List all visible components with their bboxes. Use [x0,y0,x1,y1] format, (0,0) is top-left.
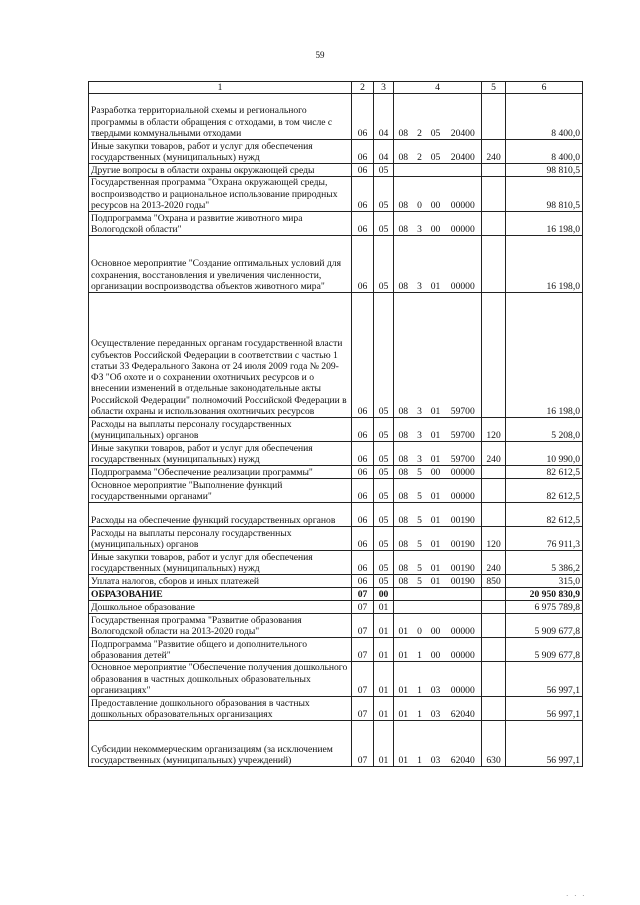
row-amount: 56 997,1 [506,697,583,721]
row-section-code: 06 [352,236,374,293]
row-description: Разработка территориальной схемы и регионального программы в области обращения с отходами, в том числе с твердыми коммунальными отходами [89,94,352,140]
row-subprogram-code [413,164,427,177]
row-event-code [427,588,445,601]
row-expense-type [482,503,506,527]
row-subsection-code: 05 [374,551,394,575]
row-description: Расходы на выплаты персоналу государственных (муниципальных) органов [89,418,352,442]
row-subprogram-code: 1 [413,662,427,697]
row-direction-code: 00190 [445,527,482,551]
header-col-3: 3 [374,82,394,94]
row-description: ОБРАЗОВАНИЕ [89,588,352,601]
row-section-code: 07 [352,601,374,614]
row-direction-code: 00190 [445,551,482,575]
row-description: Основное мероприятие "Выполнение функций государственными органами" [89,479,352,503]
row-amount: 82 612,5 [506,466,583,479]
row-description: Расходы на обеспечение функций государственных органов [89,503,352,527]
row-description: Подпрограмма "Охрана и развитие животного мира Вологодской области" [89,212,352,236]
table-row [89,527,583,551]
row-description: Расходы на выплаты персоналу государственных (муниципальных) органов [89,527,352,551]
row-amount: 5 386,2 [506,551,583,575]
row-description: Иные закупки товаров, работ и услуг для обеспечения государственных (муниципальных) нужд [89,551,352,575]
row-expense-type: 630 [482,721,506,767]
row-subprogram-code: 1 [413,638,427,662]
row-subprogram-code: 5 [413,466,427,479]
row-program-code: 01 [394,697,413,721]
row-event-code: 01 [427,293,445,418]
row-expense-type [482,601,506,614]
row-program-code: 08 [394,479,413,503]
table-row [89,164,583,177]
row-program-code: 08 [394,503,413,527]
row-subsection-code: 05 [374,466,394,479]
row-section-code: 06 [352,212,374,236]
row-description: Иные закупки товаров, работ и услуг для обеспечения государственных (муниципальных) нужд [89,140,352,164]
row-section-code: 07 [352,697,374,721]
bottom-page-mark: · · · [566,892,587,900]
row-program-code: 01 [394,614,413,638]
row-subsection-code: 05 [374,212,394,236]
row-subprogram-code [413,588,427,601]
header-col-4: 4 [394,82,482,94]
row-direction-code: 59700 [445,293,482,418]
row-event-code: 03 [427,697,445,721]
row-expense-type [482,697,506,721]
row-subsection-code: 05 [374,236,394,293]
table-row [89,551,583,575]
row-subsection-code: 00 [374,588,394,601]
row-event-code: 01 [427,418,445,442]
table-row [89,721,583,767]
row-expense-type: 240 [482,442,506,466]
table-row [89,697,583,721]
row-event-code: 05 [427,140,445,164]
row-description: Субсидии некоммерческим организациям (за исключением государственных (муниципальных) учреждений) [89,721,352,767]
row-section-code: 06 [352,466,374,479]
row-direction-code [445,588,482,601]
row-program-code: 08 [394,575,413,588]
row-direction-code: 00190 [445,575,482,588]
row-subprogram-code: 3 [413,442,427,466]
header-col-5: 5 [482,82,506,94]
row-subsection-code: 05 [374,575,394,588]
row-program-code: 08 [394,212,413,236]
table-row [89,479,583,503]
row-subprogram-code: 2 [413,94,427,140]
row-amount: 5 909 677,8 [506,614,583,638]
row-program-code: 01 [394,638,413,662]
table-row [89,140,583,164]
row-subprogram-code: 2 [413,140,427,164]
row-expense-type [482,212,506,236]
row-direction-code: 20400 [445,140,482,164]
row-event-code: 01 [427,503,445,527]
row-event-code: 00 [427,212,445,236]
row-subsection-code: 04 [374,140,394,164]
row-subprogram-code: 3 [413,293,427,418]
row-event-code: 01 [427,479,445,503]
row-subsection-code: 01 [374,721,394,767]
row-amount: 5 208,0 [506,418,583,442]
row-event-code: 00 [427,638,445,662]
row-event-code: 05 [427,94,445,140]
row-direction-code: 62040 [445,697,482,721]
row-description: Подпрограмма "Обеспечение реализации программы" [89,466,352,479]
row-program-code: 08 [394,140,413,164]
row-subprogram-code [413,601,427,614]
header-row [89,82,583,94]
row-event-code [427,164,445,177]
row-description: Государственная программа "Охрана окружающей среды, воспроизводство и рациональное использование природных ресурсов на 2013-2020 годы" [89,177,352,212]
row-amount: 56 997,1 [506,721,583,767]
row-event-code: 00 [427,466,445,479]
row-description: Государственная программа "Развитие образования Вологодской области на 2013-2020 годы" [89,614,352,638]
row-section-code: 06 [352,293,374,418]
row-subprogram-code: 5 [413,527,427,551]
row-program-code [394,164,413,177]
row-program-code [394,601,413,614]
row-expense-type [482,177,506,212]
row-section-code: 06 [352,94,374,140]
row-amount: 5 909 677,8 [506,638,583,662]
row-amount: 315,0 [506,575,583,588]
row-direction-code: 00000 [445,177,482,212]
row-expense-type [482,94,506,140]
row-amount: 8 400,0 [506,140,583,164]
row-section-code: 07 [352,614,374,638]
row-direction-code [445,601,482,614]
table-row [89,212,583,236]
row-expense-type [482,662,506,697]
row-expense-type [482,466,506,479]
row-subsection-code: 01 [374,614,394,638]
row-program-code: 08 [394,236,413,293]
row-amount: 98 810,5 [506,164,583,177]
row-amount: 82 612,5 [506,479,583,503]
row-direction-code: 00190 [445,503,482,527]
row-subsection-code: 05 [374,527,394,551]
row-program-code: 08 [394,466,413,479]
row-direction-code: 62040 [445,721,482,767]
row-subsection-code: 01 [374,697,394,721]
row-amount: 76 911,3 [506,527,583,551]
row-subsection-code: 04 [374,94,394,140]
row-subsection-code: 01 [374,601,394,614]
page-number: 59 [315,50,325,60]
row-event-code: 01 [427,575,445,588]
row-event-code: 01 [427,551,445,575]
row-expense-type: 240 [482,551,506,575]
row-event-code: 03 [427,721,445,767]
row-amount: 82 612,5 [506,503,583,527]
row-direction-code: 20400 [445,94,482,140]
row-subprogram-code: 5 [413,575,427,588]
row-subprogram-code: 0 [413,177,427,212]
row-description: Основное мероприятие "Обеспечение получения дошкольного образования в частных дошкольных образовательных организациях" [89,662,352,697]
row-description: Основное мероприятие "Создание оптимальных условий для сохранения, восстановления и увеличения численности, организации воспроизводства объектов животного мира" [89,236,352,293]
row-subprogram-code: 1 [413,721,427,767]
table-row [89,638,583,662]
row-expense-type [482,293,506,418]
row-amount: 16 198,0 [506,293,583,418]
row-program-code [394,588,413,601]
row-direction-code: 00000 [445,662,482,697]
row-amount: 20 950 830,9 [506,588,583,601]
row-subprogram-code: 5 [413,479,427,503]
table-row [89,503,583,527]
row-direction-code: 00000 [445,638,482,662]
row-subsection-code: 05 [374,503,394,527]
row-description: Другие вопросы в области охраны окружающей среды [89,164,352,177]
row-direction-code: 59700 [445,442,482,466]
row-event-code: 00 [427,614,445,638]
row-expense-type [482,614,506,638]
row-amount: 10 990,0 [506,442,583,466]
table-row [89,601,583,614]
row-subprogram-code: 5 [413,551,427,575]
row-section-code: 06 [352,551,374,575]
row-section-code: 06 [352,164,374,177]
row-description: Уплата налогов, сборов и иных платежей [89,575,352,588]
row-program-code: 08 [394,551,413,575]
row-description: Иные закупки товаров, работ и услуг для обеспечения государственных (муниципальных) нужд [89,442,352,466]
row-section-code: 07 [352,588,374,601]
table-row [89,662,583,697]
header-col-1: 1 [89,82,352,94]
row-program-code: 08 [394,177,413,212]
row-expense-type: 850 [482,575,506,588]
table-body [89,82,583,767]
row-subsection-code: 05 [374,293,394,418]
row-expense-type [482,588,506,601]
row-subsection-code: 01 [374,638,394,662]
header-col-2: 2 [352,82,374,94]
row-amount: 16 198,0 [506,212,583,236]
row-description: Дошкольное образование [89,601,352,614]
table-row [89,442,583,466]
row-program-code: 01 [394,721,413,767]
row-expense-type: 120 [482,527,506,551]
row-section-code: 06 [352,140,374,164]
row-amount: 98 810,5 [506,177,583,212]
row-event-code [427,601,445,614]
row-amount: 16 198,0 [506,236,583,293]
row-expense-type: 240 [482,140,506,164]
row-section-code: 06 [352,418,374,442]
table-row [89,236,583,293]
row-description: Подпрограмма "Развитие общего и дополнительного образования детей" [89,638,352,662]
row-direction-code: 00000 [445,212,482,236]
row-subprogram-code: 3 [413,418,427,442]
row-program-code: 01 [394,662,413,697]
row-subprogram-code: 5 [413,503,427,527]
row-event-code: 03 [427,662,445,697]
row-direction-code: 00000 [445,479,482,503]
row-subsection-code: 01 [374,662,394,697]
row-program-code: 08 [394,293,413,418]
row-direction-code: 59700 [445,418,482,442]
row-expense-type [482,479,506,503]
row-expense-type [482,236,506,293]
row-event-code: 01 [427,236,445,293]
row-section-code: 06 [352,479,374,503]
row-section-code: 07 [352,662,374,697]
row-program-code: 08 [394,94,413,140]
row-event-code: 01 [427,442,445,466]
row-program-code: 08 [394,442,413,466]
row-section-code: 06 [352,177,374,212]
row-subprogram-code: 3 [413,212,427,236]
row-program-code: 08 [394,527,413,551]
budget-table [88,81,583,767]
table-row [89,466,583,479]
row-expense-type [482,638,506,662]
table-row [89,614,583,638]
row-description: Предоставление дошкольного образования в частных дошкольных образовательных организациях [89,697,352,721]
row-subsection-code: 05 [374,479,394,503]
row-subsection-code: 05 [374,164,394,177]
row-section-code: 06 [352,527,374,551]
row-direction-code: 00000 [445,236,482,293]
header-col-6: 6 [506,82,583,94]
table-row [89,293,583,418]
row-amount: 6 975 789,8 [506,601,583,614]
row-subsection-code: 05 [374,442,394,466]
row-subsection-code: 05 [374,177,394,212]
row-amount: 8 400,0 [506,94,583,140]
row-subprogram-code: 1 [413,697,427,721]
row-subprogram-code: 0 [413,614,427,638]
row-section-code: 06 [352,575,374,588]
row-direction-code [445,164,482,177]
row-section-code: 07 [352,638,374,662]
table-row [89,94,583,140]
row-description: Осуществление переданных органам государственной власти субъектов Российской Федерации в соответствии с частью 1 статьи 33 Федерального Закона от 24 июля 2009 года № 209-ФЗ "Об охоте и о сохранении охотничьих ресурсов и о внесении изменений в отдельные законодательные акты Российской Федерации" полномочий Российской Федерации в области охраны и использования охотничьих ресурсов [89,293,352,418]
row-section-code: 07 [352,721,374,767]
row-expense-type: 120 [482,418,506,442]
row-section-code: 06 [352,442,374,466]
row-section-code: 06 [352,503,374,527]
table-row [89,177,583,212]
table-row [89,588,583,601]
table-row [89,418,583,442]
row-direction-code: 00000 [445,466,482,479]
row-amount: 56 997,1 [506,662,583,697]
row-direction-code: 00000 [445,614,482,638]
row-subprogram-code: 3 [413,236,427,293]
row-event-code: 01 [427,527,445,551]
row-subsection-code: 05 [374,418,394,442]
row-event-code: 00 [427,177,445,212]
row-program-code: 08 [394,418,413,442]
row-expense-type [482,164,506,177]
table-row [89,575,583,588]
